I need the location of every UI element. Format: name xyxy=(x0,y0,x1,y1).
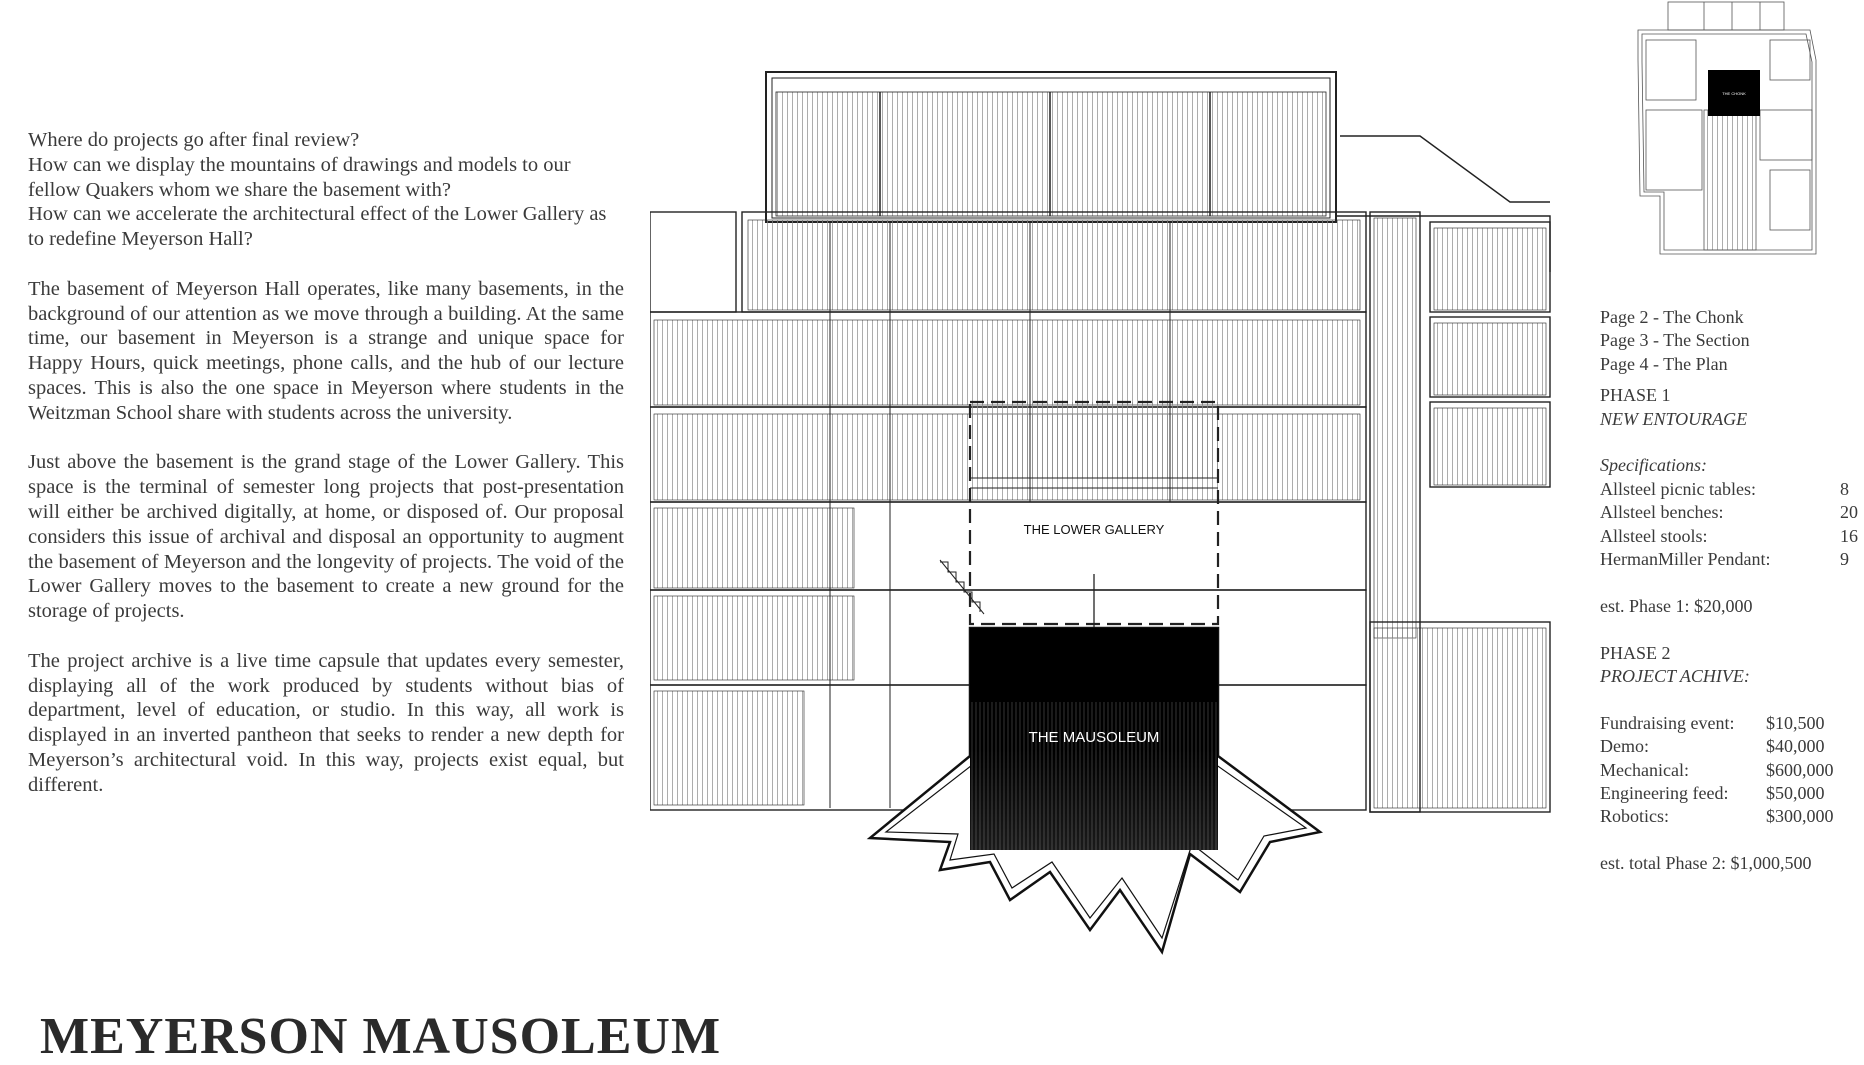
spec-label: Allsteel picnic tables: xyxy=(1600,478,1756,499)
roof-block xyxy=(766,72,1336,222)
mausoleum-label: THE MAUSOLEUM xyxy=(1028,729,1160,746)
cost-value: $10,500 xyxy=(1766,712,1825,733)
cost-row xyxy=(1600,735,1860,758)
mausoleum xyxy=(870,628,1320,952)
intro-paragraph-2: Just above the basement is the grand stage of the Lower Gallery. This space is the terminal of semester long projects that post-presentation will either be archived digitally, at home, or disposed of. Our proposal considers this issue of archival and disposal an opportunity to augment the basement of Meyerson and the longevity of projects. The void of the Lower Gallery moves to the basement to create a new ground for the storage of projects. xyxy=(28,451,624,623)
phase1-subtitle: NEW ENTOURAGE xyxy=(1600,408,1748,429)
phase2-estimate: est. total Phase 2: $1,000,500 xyxy=(1600,853,1812,874)
page-index-item: Page 2 - The Chonk xyxy=(1600,307,1744,327)
question-1: Where do projects go after final review? xyxy=(28,129,360,151)
spec-label: Allsteel benches: xyxy=(1600,502,1724,523)
cost-row xyxy=(1600,805,1860,828)
spec-heading: Specifications: xyxy=(1600,455,1707,476)
cost-value: $300,000 xyxy=(1766,806,1834,827)
sidebar xyxy=(1600,306,1860,876)
page-title: MEYERSON MAUSOLEUM xyxy=(40,1008,722,1065)
intro-paragraph-3: The project archive is a live time capsule that updates every semester, displaying all of the work produced by students without bias of department, level of education, or studio. In this way, all work is displayed in an inverted pantheon that seeks to render a new depth for Meyerson’s architectural void. In this way, projects exist equal, but different. xyxy=(28,649,624,796)
cost-label: Mechanical: xyxy=(1600,759,1689,780)
phase1-estimate: est. Phase 1: $20,000 xyxy=(1600,595,1753,616)
intro-text xyxy=(28,128,624,822)
cost-label: Fundraising event: xyxy=(1600,712,1735,733)
page-index-item: Page 4 - The Plan xyxy=(1600,353,1728,374)
spec-value: 16 xyxy=(1840,525,1858,546)
spec-row xyxy=(1600,525,1860,548)
intro-paragraph-1: The basement of Meyerson Hall operates, like many basements, in the background of our attention as we move through a building. At the same time, our basement in Meyerson is a strange and unique space for Happy Hours, quick meetings, phone calls, and the hub of our lecture spaces. This is also the one space in Meyerson where students in the Weitzman School share with students across the university. xyxy=(28,277,624,424)
intro-questions xyxy=(28,128,624,252)
page-index xyxy=(1600,306,1860,376)
right-wing xyxy=(1336,132,1550,812)
phase1-title: PHASE 1 xyxy=(1600,385,1671,406)
spec-label: Allsteel stools: xyxy=(1600,525,1708,546)
cost-row xyxy=(1600,712,1860,735)
lower-gallery-label: THE LOWER GALLERY xyxy=(1023,522,1165,537)
cost-label: Demo: xyxy=(1600,736,1649,757)
spec-value: 8 xyxy=(1840,478,1849,499)
key-plan-highlight-label: THE CHONK xyxy=(1722,91,1746,96)
phase2-subtitle: PROJECT ACHIVE: xyxy=(1600,666,1750,687)
cost-label: Engineering feed: xyxy=(1600,783,1729,804)
spec-row xyxy=(1600,548,1860,571)
section-drawing xyxy=(650,62,1560,972)
spec-row xyxy=(1600,501,1860,524)
spec-row xyxy=(1600,478,1860,501)
question-2: How can we display the mountains of drawings and models to our fellow Quakers whom we share the basement with? xyxy=(28,153,571,201)
cost-row xyxy=(1600,782,1860,805)
question-3: How can we accelerate the architectural effect of the Lower Gallery as to redefine Meyerson Hall? xyxy=(28,203,607,251)
spec-value: 9 xyxy=(1840,549,1849,570)
cost-value: $40,000 xyxy=(1766,736,1825,757)
cost-row xyxy=(1600,759,1860,782)
cost-value: $600,000 xyxy=(1766,759,1834,780)
phase2-title: PHASE 2 xyxy=(1600,642,1671,663)
spec-value: 20 xyxy=(1840,502,1858,523)
page-index-item: Page 3 - The Section xyxy=(1600,330,1750,351)
key-plan xyxy=(1620,0,1830,256)
cost-label: Robotics: xyxy=(1600,806,1670,827)
spec-label: HermanMiller Pendant: xyxy=(1600,549,1771,570)
lower-gallery xyxy=(940,402,1218,624)
cost-value: $50,000 xyxy=(1766,783,1825,804)
